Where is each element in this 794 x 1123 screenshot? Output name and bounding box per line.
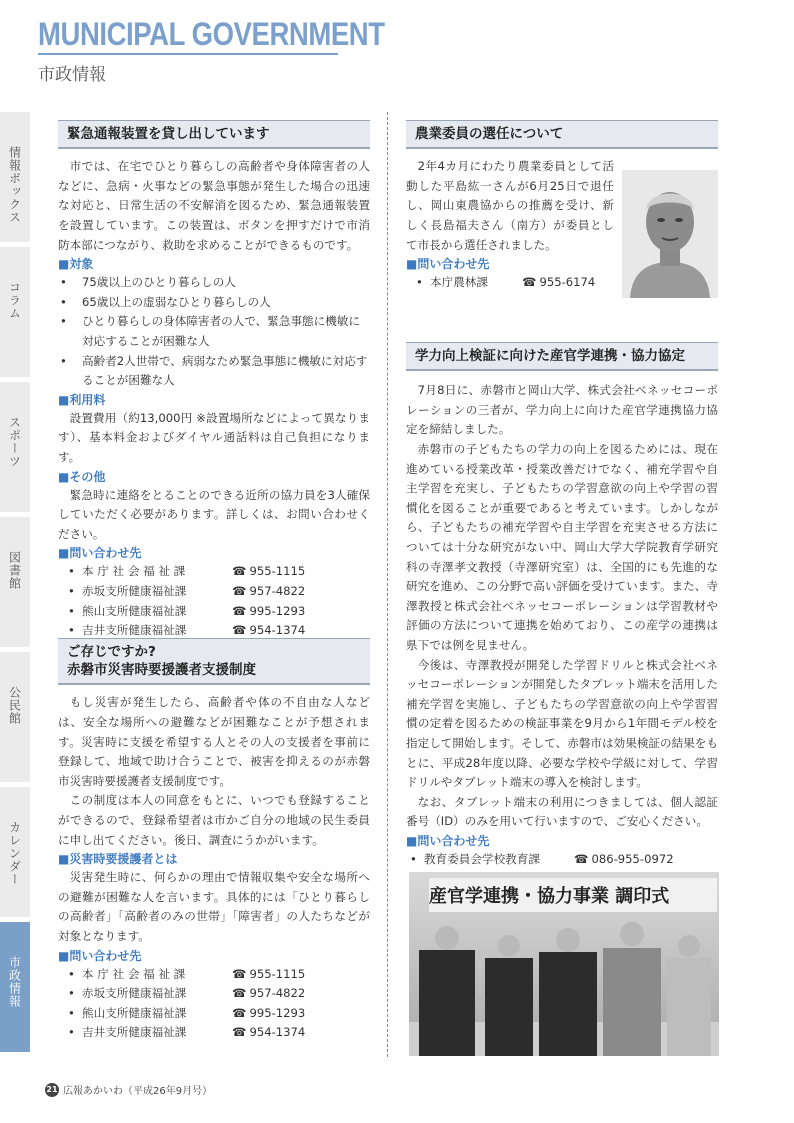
phone-icon: ☎: [232, 623, 247, 638]
article-text: 2年4カ月にわたり農業委員として活動した平島紘一さんが6月25日で退任し、岡山東農協からの推薦を受け、新しく長島福夫さん（南方）が委員として市長から選任されました。: [406, 159, 614, 252]
people-illustration: [409, 872, 719, 1056]
committee-member-photo: [622, 170, 718, 298]
page-footer: [45, 1082, 212, 1097]
tab-label: 図書館: [7, 551, 22, 590]
list-item: • ひとり暮らしの身体障害者の人で、緊急事態に機敏に対応することが困難な人: [60, 314, 361, 348]
tab-library[interactable]: [0, 517, 30, 649]
section-label: ■問い合わせ先: [58, 948, 142, 963]
article-disaster-support: [58, 638, 370, 1043]
section-label: ■その他: [58, 469, 106, 484]
article-text: 市では、在宅でひとり暮らしの高齢者や身体障害者の人などに、急病・火事などの緊急事態が発生した場合の迅速な対応と、日常生活の不安解消を図るため、緊急通報装置を設置しています。この装置は、ボタンを押すだけで市消防本部につながり、救助を求めることができるものです。: [58, 159, 370, 252]
article-text: 設置費用（約13,000円 ※設置場所などによって異なります）、基本料金およびダイヤル通話料は自己負担になります。: [58, 410, 370, 464]
section-label: ■問い合わせ先: [58, 546, 142, 561]
section-label: ■対象: [58, 257, 94, 272]
contact-row: • 本庁農林課 ☎ 955-6174: [416, 275, 596, 290]
article-heading: 農業委員の選任について: [406, 120, 718, 149]
article-text: 緊急時に連絡をとることのできる近所の協力員を3人確保していただく必要があります。詳しくは、お問い合わせください。: [58, 487, 370, 541]
section-label: ■災害時要援護者とは: [58, 852, 178, 867]
article-text: もし災害が発生したら、高齢者や体の不自由な人などは、安全な場所への避難などが困難なことが予想されます。災害時に支援を希望する人とその人の支援者を事前に登録して、地域で助け合うことで、被害を抑えるのが赤磐市災害時要援護者支援制度です。: [58, 695, 370, 788]
contact-row: • 熊山支所健康福祉課 ☎ 995-1293: [68, 1005, 306, 1020]
phone-icon: ☎: [232, 1025, 247, 1040]
contact-row: • 吉井支所健康福祉課 ☎ 954-1374: [68, 1025, 306, 1040]
tab-label: 情報ボックス: [7, 146, 22, 224]
tab-info-box[interactable]: [0, 112, 30, 244]
article-text: 7月8日に、赤磐市と岡山大学、株式会社ベネッセコーポレーションの三者が、学力向上に向けた産官学連携協力協定を締結しました。: [406, 383, 718, 437]
photo-banner: 産官学連携・協力事業 調印式: [429, 878, 717, 912]
section-label: ■利用料: [58, 392, 106, 407]
tab-calendar[interactable]: [0, 787, 30, 919]
tab-label: スポーツ: [7, 416, 22, 468]
article-text: この制度は本人の同意をもとに、いつでも登録することができるので、登録希望者は市かご自分の地域の民生委員に申し出てください。後日、調査にうかがいます。: [58, 793, 370, 847]
signing-ceremony-photo: [409, 872, 719, 1056]
tab-community-center[interactable]: [0, 652, 30, 784]
tab-column[interactable]: [0, 247, 30, 379]
contact-row: • 赤坂支所健康福祉課 ☎ 957-4822: [68, 986, 306, 1001]
article-emergency-device: [58, 120, 370, 641]
tab-city-info[interactable]: [0, 922, 30, 1054]
contact-row: • 熊山支所健康福祉課 ☎ 995-1293: [68, 603, 306, 618]
contact-row: • 本 庁 社 会 福 祉 課 ☎ 955-1115: [68, 966, 306, 981]
contact-list: [58, 965, 370, 1043]
contact-row: • 吉井支所健康福祉課 ☎ 954-1374: [68, 623, 306, 638]
tab-label: カレンダー: [7, 821, 22, 886]
tab-sports[interactable]: [0, 382, 30, 514]
phone-icon: ☎: [232, 986, 247, 1001]
footer-text: 広報あかいわ（平成26年9月号）: [63, 1086, 213, 1097]
article-academic-partnership: [406, 342, 718, 869]
page-number: 21: [45, 1083, 59, 1097]
tab-label: 公民館: [7, 686, 22, 725]
contact-row: • 教育委員会学校教育課 ☎ 086-955-0972: [410, 851, 674, 866]
list-item: • 高齢者2人世帯で、病弱なため緊急事態に機敏に対応することが困難な人: [60, 353, 368, 388]
article-text: なお、タブレット端末の利用につきましては、個人認証番号（ID）のみを用いて行いますので、ご安心ください。: [406, 794, 718, 829]
tab-label: 市政情報: [7, 956, 22, 1008]
contact-row: • 本 庁 社 会 福 祉 課 ☎ 955-1115: [68, 564, 306, 579]
phone-icon: ☎: [232, 966, 247, 981]
heading-line: ご存じですか?: [67, 644, 156, 660]
phone-icon: ☎: [232, 1005, 247, 1020]
list-item: • 65歳以上の虚弱なひとり暮らしの人: [60, 294, 271, 309]
article-text: 災害発生時に、何らかの理由で情報収集や安全な場所への避難が困難な人を言います。具体的には「ひとり暮らしの高齢者」「高齢者のみの世帯」「障害者」の人たちなどが対象となります。: [58, 870, 370, 943]
header-rule: [38, 53, 338, 55]
phone-icon: ☎: [522, 275, 537, 290]
phone-icon: ☎: [232, 564, 247, 579]
header-title: MUNICIPAL GOVERNMENT: [38, 16, 385, 52]
article-heading: 緊急通報装置を貸し出しています: [58, 120, 370, 149]
phone-icon: ☎: [574, 851, 589, 866]
article-text: 赤磐市の子どもたちの学力の向上を図るためには、現在進めている授業改革・授業改善だけでなく、補充学習や自主学習を充実し、子どもたちの学習意欲の向上や学習の習慣化を図ることが重要であると考えています。しかしながら、子どもたちの補充学習や自主学習を充実させる方法については十分な研究がない中、岡山大学大学院教育学研究科の寺澤孝文教授（寺澤研究室）は、全国的にも先進的な研究を進め、この分野で高い評価を受けています。また、寺澤教授と株式会社ベネッセコーポレーションは学習教材や評価の方法について連携を始めており、この産学の連携は県下では例を見ません。: [406, 442, 718, 652]
header-subtitle: 市政情報: [38, 65, 106, 85]
column-divider: [387, 112, 388, 1057]
section-label: ■問い合わせ先: [406, 833, 490, 848]
section-label: ■問い合わせ先: [406, 257, 490, 272]
article-heading: 学力向上検証に向けた産官学連携・協力協定: [406, 342, 718, 371]
heading-line: 赤磐市災害時要援護者支援制度: [67, 662, 256, 679]
list-item: • 75歳以上のひとり暮らしの人: [60, 275, 236, 290]
contact-list: [58, 562, 370, 640]
article-heading: [58, 638, 370, 685]
phone-icon: ☎: [232, 603, 247, 618]
article-text: 今後は、寺澤教授が開発した学習ドリルと株式会社ベネッセコーポレーションが開発したタブレット端末を活用した補充学習を実施し、子どもたちの学習意欲の向上や学習習慣の定着を図るための検証事業を9月から1年間モデル校を指定して開始します。そして、赤磐市は効果検証の結果をもとに、平成28年度以降、必要な学校や学級に対して、学習ドリルやタブレット端末の導入を検討します。: [406, 657, 718, 790]
tab-label: コラム: [7, 281, 22, 320]
contact-row: • 赤坂支所健康福祉課 ☎ 957-4822: [68, 583, 306, 598]
phone-icon: ☎: [232, 583, 247, 598]
